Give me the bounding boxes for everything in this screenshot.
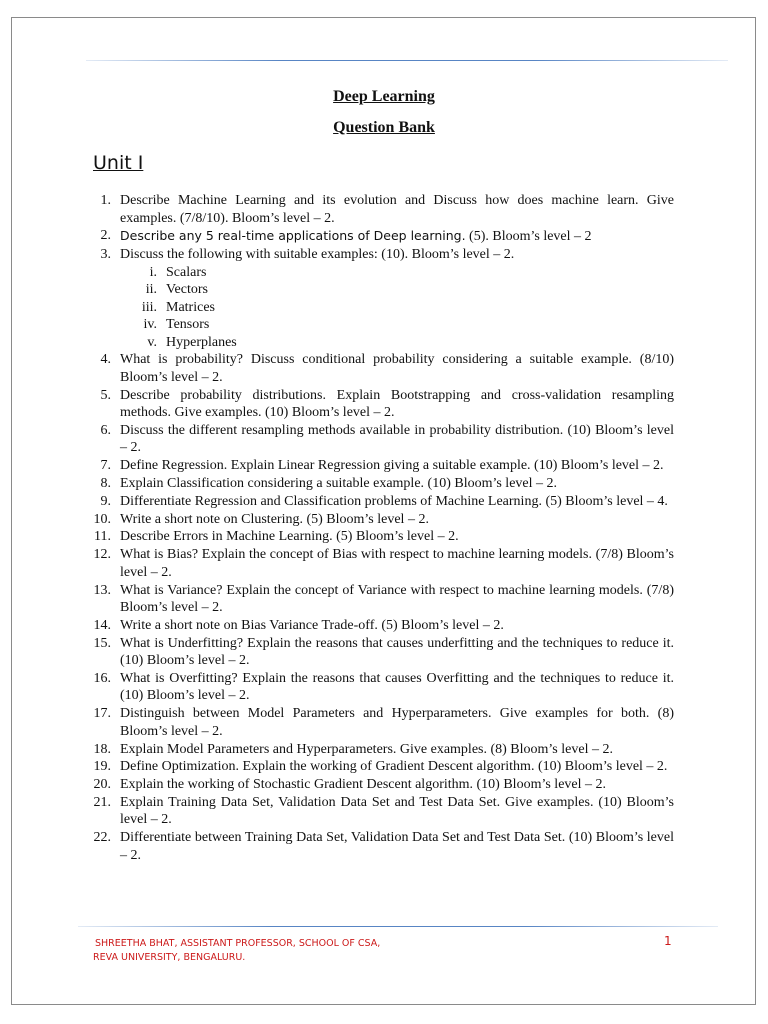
question-text: Explain Model Parameters and Hyperparameters. Give examples. (8) Bloom’s level – 2. <box>120 741 613 757</box>
question-item <box>92 758 674 776</box>
sub-item-text: Vectors <box>166 282 208 298</box>
question-number: 15. <box>93 635 111 651</box>
question-text: Differentiate between Training Data Set, Validation Data Set and Test Data Set. (10) Bloom’s level – 2. <box>120 830 674 863</box>
question-text: Distinguish between Model Parameters and Hyperparameters. Give examples for both. (8) Bloom’s level – 2. <box>120 706 674 739</box>
question-number: 8. <box>100 476 111 492</box>
question-number: 5. <box>100 387 111 403</box>
sub-item-list <box>120 264 674 352</box>
question-text: What is Variance? Explain the concept of Variance with respect to machine learning models. (7/8) Bloom’s level – 2. <box>120 582 674 616</box>
question-text: Differentiate Regression and Classification problems of Machine Learning. (5) Bloom’s level – 4. <box>120 493 668 509</box>
footer-author <box>93 937 380 965</box>
footer-author-line-2: REVA UNIVERSITY, BENGALURU. <box>93 952 246 963</box>
question-lead-text: Describe any 5 real-time applications of Deep learning. <box>120 228 466 244</box>
question-item <box>92 741 674 759</box>
question-text: Explain Classification considering a suitable example. (10) Bloom’s level – 2. <box>120 476 558 492</box>
question-text: Define Optimization. Explain the working of Gradient Descent algorithm. (10) Bloom’s level – 2. <box>120 759 668 775</box>
sub-item <box>120 316 674 334</box>
question-item <box>92 511 674 529</box>
question-number: 4. <box>100 352 111 368</box>
sub-item-text: Scalars <box>166 264 207 280</box>
question-number: 21. <box>93 794 111 810</box>
sub-item-text: Hyperplanes <box>166 334 237 350</box>
question-item <box>92 246 674 351</box>
question-text: What is Bias? Explain the concept of Bias with respect to machine learning models. (7/8) Bloom’s level – 2. <box>120 547 674 580</box>
question-text: Describe Machine Learning and its evolution and Discuss how does machine learn. Give examples. (7/8/10). Bloom’s level – 2. <box>120 193 674 226</box>
question-item <box>92 546 674 581</box>
sub-item-number: iv. <box>143 317 157 333</box>
question-item <box>92 387 674 422</box>
question-number: 19. <box>93 759 111 775</box>
question-number: 12. <box>93 547 111 563</box>
sub-item-number: iii. <box>141 299 157 315</box>
question-text: (5). Bloom’s level – 2 <box>465 229 592 245</box>
sub-item <box>120 281 674 299</box>
question-number: 17. <box>93 706 111 722</box>
footer-author-line-1: SHREETHA BHAT, ASSISTANT PROFESSOR, SCHOOL OF CSA, <box>95 938 381 949</box>
question-item <box>92 528 674 546</box>
question-number: 14. <box>93 617 111 633</box>
document-subtitle: Question Bank <box>333 119 435 136</box>
header-rule <box>86 60 728 61</box>
unit-heading: Unit I <box>93 152 144 174</box>
question-text: Discuss the following with suitable examples: (10). Bloom’s level – 2. <box>120 247 515 263</box>
question-text: Write a short note on Bias Variance Trade-off. (5) Bloom’s level – 2. <box>120 617 504 633</box>
question-item <box>92 192 674 227</box>
question-number: 11. <box>94 529 111 545</box>
question-item <box>92 635 674 670</box>
question-number: 10. <box>93 511 111 527</box>
question-text: Describe Errors in Machine Learning. (5) Bloom’s level – 2. <box>120 529 459 545</box>
question-item <box>92 351 674 386</box>
question-number: 20. <box>93 777 111 793</box>
question-item <box>92 475 674 493</box>
question-number: 13. <box>93 582 111 598</box>
question-number: 6. <box>100 422 111 438</box>
question-text: Describe probability distributions. Explain Bootstrapping and cross-validation resampling methods. Give examples. (10) Bloom’s level – 2. <box>120 387 674 421</box>
question-number: 3. <box>100 247 111 263</box>
question-number: 2. <box>100 228 111 244</box>
sub-item-number: v. <box>147 334 157 350</box>
question-list <box>92 192 674 865</box>
sub-item-text: Matrices <box>166 299 215 315</box>
question-item <box>92 705 674 740</box>
question-item <box>92 776 674 794</box>
question-text: What is Underfitting? Explain the reasons that causes underfitting and the techniques to reduce it. (10) Bloom’s level – 2. <box>120 635 674 669</box>
question-text: Explain the working of Stochastic Gradient Descent algorithm. (10) Bloom’s level – 2. <box>120 777 607 793</box>
question-number: 18. <box>93 741 111 757</box>
question-number: 1. <box>100 193 111 208</box>
question-text: Discuss the different resampling methods available in probability distribution. (10) Bloom’s level – 2. <box>120 422 674 456</box>
question-item <box>92 829 674 864</box>
question-item <box>92 582 674 617</box>
question-number: 16. <box>93 670 111 686</box>
sub-item-number: i. <box>149 264 157 280</box>
question-text: Define Regression. Explain Linear Regression giving a suitable example. (10) Bloom’s level – 2. <box>120 458 664 474</box>
question-text: What is probability? Discuss conditional probability considering a suitable example. (8/10) Bloom’s level – 2. <box>120 352 674 385</box>
question-text: What is Overfitting? Explain the reasons that causes Overfitting and the techniques to reduce it. (10) Bloom’s level – 2. <box>120 670 674 704</box>
question-item <box>92 794 674 829</box>
question-item <box>92 617 674 635</box>
sub-item <box>120 334 674 352</box>
document-title: Deep Learning <box>333 88 435 105</box>
question-item <box>92 457 674 475</box>
question-item <box>92 493 674 511</box>
question-item <box>92 670 674 705</box>
page-number: 1 <box>664 934 672 948</box>
sub-item-number: ii. <box>145 282 157 298</box>
footer-rule <box>78 926 718 927</box>
question-item <box>92 227 674 246</box>
sub-item <box>120 264 674 282</box>
question-number: 9. <box>100 493 111 509</box>
question-number: 22. <box>93 830 111 846</box>
sub-item-text: Tensors <box>166 317 210 333</box>
sub-item <box>120 299 674 317</box>
question-text: Write a short note on Clustering. (5) Bloom’s level – 2. <box>120 511 429 527</box>
question-item <box>92 422 674 457</box>
question-text: Explain Training Data Set, Validation Data Set and Test Data Set. Give examples. (10) Bloom’s level – 2. <box>120 794 674 828</box>
question-number: 7. <box>100 458 111 474</box>
